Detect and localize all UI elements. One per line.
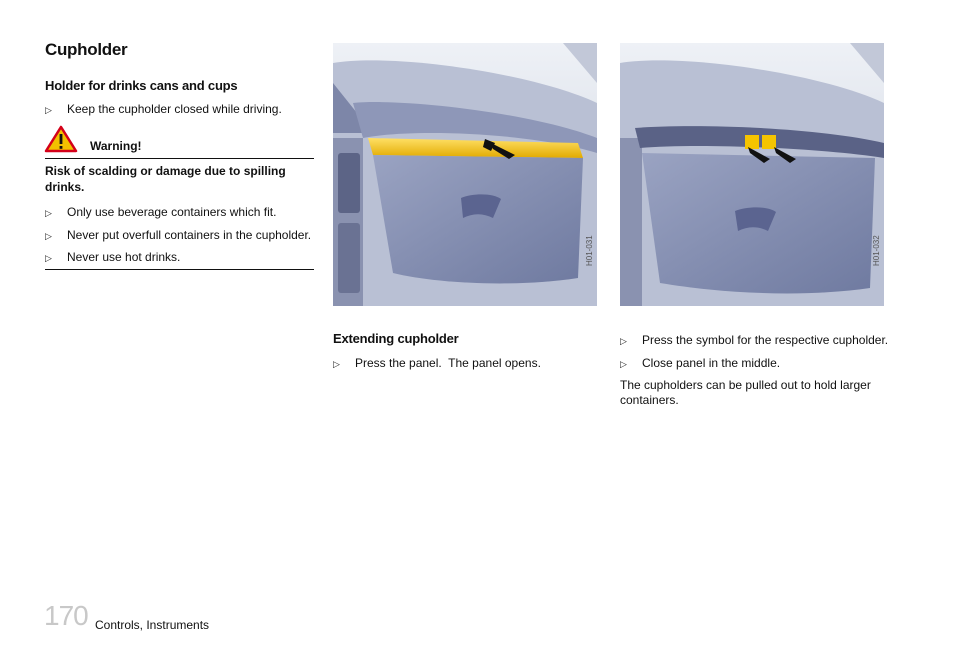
figure1-code: H01-031	[585, 235, 594, 266]
holder-heading: Holder for drinks cans and cups	[45, 78, 238, 93]
warning-item	[45, 228, 320, 244]
footer-section: Controls, Instruments	[95, 618, 210, 632]
cupholder-note: The cupholders can be pulled out to hold larger containers.	[620, 378, 871, 407]
bullet-triangle-icon: ▷	[620, 336, 627, 346]
extending-heading: Extending cupholder	[333, 331, 459, 346]
right-item-text: Press the symbol for the respective cupholder.	[642, 333, 889, 347]
holder-item-text: Keep the cupholder closed while driving.	[67, 102, 282, 116]
figure-glovebox-panel	[333, 43, 597, 306]
extending-item	[333, 356, 598, 372]
warning-item-text: Only use beverage containers which fit.	[67, 205, 277, 219]
bullet-triangle-icon: ▷	[45, 105, 52, 115]
bullet-triangle-icon: ▷	[45, 253, 52, 263]
warning-item-text: Never use hot drinks.	[67, 250, 181, 264]
extending-item-text: Press the panel. The panel opens.	[355, 356, 541, 370]
warning-label: Warning!	[90, 139, 142, 153]
bullet-triangle-icon: ▷	[620, 359, 627, 369]
bullet-triangle-icon: ▷	[333, 359, 340, 369]
warning-risk-text: Risk of scalding or damage due to spilling drinks.	[45, 164, 286, 194]
page-title: Cupholder	[45, 40, 128, 59]
right-item	[620, 356, 910, 372]
figure2-code: H01-032	[872, 235, 881, 266]
warning-bottom-rule	[45, 269, 314, 270]
figure-cupholder-symbols	[620, 43, 884, 306]
warning-item-text: Never put overfull containers in the cupholder.	[67, 228, 312, 242]
page-number: 170	[44, 600, 88, 631]
bullet-triangle-icon: ▷	[45, 208, 52, 218]
warning-top-rule	[45, 158, 314, 159]
right-item	[620, 333, 910, 349]
bullet-triangle-icon: ▷	[45, 231, 52, 241]
holder-item	[45, 102, 315, 118]
warning-item	[45, 250, 315, 266]
right-item-text: Close panel in the middle.	[642, 356, 781, 370]
warning-icon	[44, 125, 78, 153]
warning-item	[45, 205, 315, 221]
